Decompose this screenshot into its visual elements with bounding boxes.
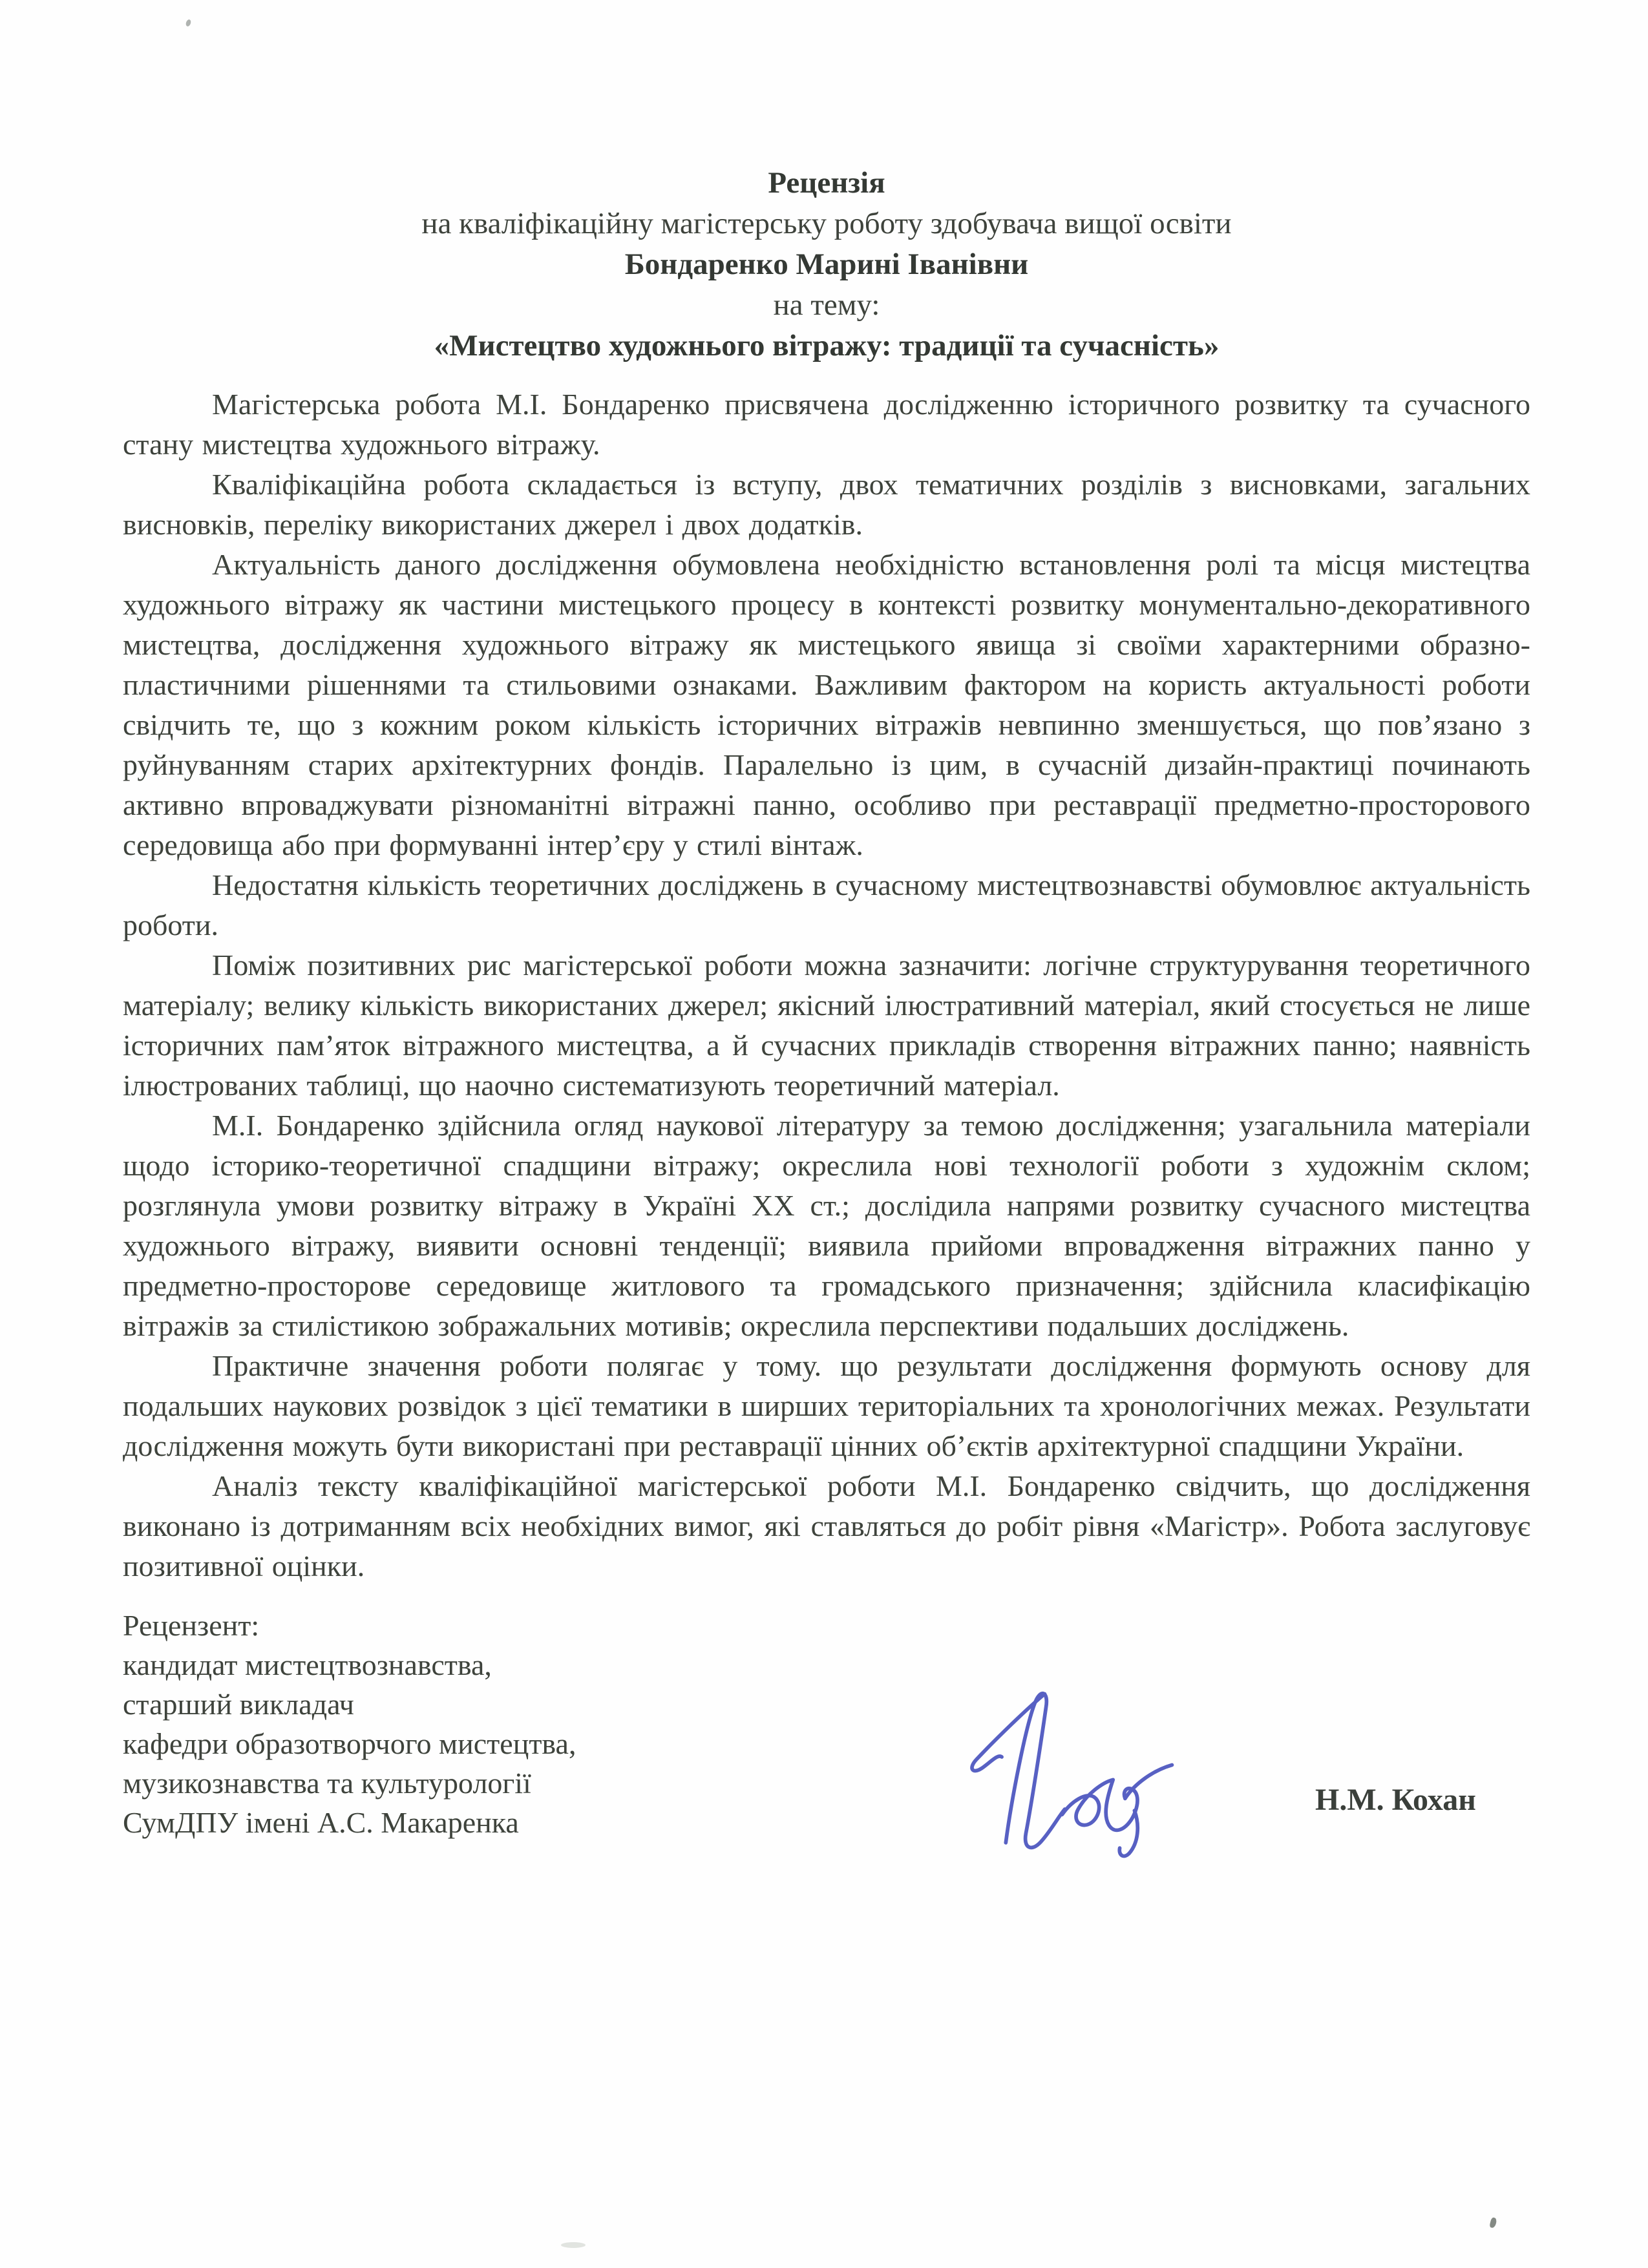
paragraph-4: Недостатня кількість теоретичних досліджень в сучасному мистецтвознавстві обумовлює актуальність роботи. (123, 868, 1530, 941)
signer-name: Н.М. Кохан (1315, 1783, 1476, 1817)
paragraph-8: Аналіз тексту кваліфікаційної магістерської роботи М.І. Бондаренко свідчить, що дослідження виконано із дотриманням всіх необхідних вимог, які ставляться до робіт рівня «Магістр». Робота заслуговує позитивної оцінки. (123, 1469, 1530, 1582)
paragraph-3: Актуальність даного дослідження обумовлена необхідністю встановлення ролі та місця мистецтва художнього вітражу як частини мистецького процесу в контексті розвитку монументально-декоративного мистецтва, дослідження художнього вітражу як мистецького явища зі своїми характерними образно-пластичними рішеннями та стильовими ознаками. Важливим фактором на користь актуальності роботи свідчить те, що з кожним роком кількість історичних вітражів невпинно зменшується, що пов’язано з руйнуванням старих архітектурних фондів. Паралельно із цим, в сучасній дизайн-практиці починають активно впроваджувати різноманітні вітражні панно, особливо при реставрації предметно-просторового середовища або при формуванні інтер’єру у стилі вінтаж. (123, 548, 1530, 861)
doc-subtitle: на кваліфікаційну магістерську роботу здобувача вищої освіти (421, 207, 1232, 240)
reviewer-credential-line-5: СумДПУ імені А.С. Макаренка (123, 1806, 519, 1839)
paragraph-1: Магістерська робота М.І. Бондаренко присвячена дослідженню історичного розвитку та сучасного стану мистецтва художнього вітражу. (123, 388, 1530, 461)
handwritten-signature-icon (956, 1683, 1189, 1864)
paragraph-6: М.І. Бондаренко здійснила огляд наукової літературу за темою дослідження; узагальнила матеріали щодо історико-теоретичної спадщини вітражу; окреслила нові технології роботи з художнім склом; розглянула умови розвитку вітражу в Україні ХХ ст.; дослідила напрями розвитку сучасного мистецтва художнього вітражу, виявити основні тенденції; виявила прийоми впровадження вітражних панно у предметно-просторове середовище житлового та громадського призначення; здійснила класифікацію вітражів за стилістикою зображальних мотивів; окреслила перспективи подальших досліджень. (123, 1109, 1530, 1342)
scan-speck (1489, 2217, 1497, 2229)
reviewer-credential-line-3: кафедри образотворчого мистецтва, (123, 1727, 576, 1760)
signature-stroke (1125, 1765, 1172, 1799)
paragraph-7: Практичне значення роботи полягає у тому. що результати дослідження формують основу для подальших наукових розвідок з цієї тематики в ширших територіальних та хронологічних межах. Результати дослідження можуть бути використані при реставрації цінних об’єктів архітектурної спадщини України. (123, 1349, 1530, 1462)
signature-stroke (1119, 1811, 1137, 1856)
scan-speck (561, 2242, 586, 2248)
document-header (123, 163, 1530, 366)
paragraph-2: Кваліфікаційна робота складається із вступу, двох тематичних розділів з висновками, загальних висновків, переліку використаних джерел і двох додатків. (123, 468, 1530, 541)
doc-title: Рецензія (768, 166, 885, 200)
doc-author-name: Бондаренко Марині Іванівни (624, 247, 1029, 281)
signature-block (123, 1606, 1530, 1877)
paragraph-5: Поміж позитивних рис магістерської роботи можна зазначити: логічне структурування теоретичного матеріалу; велику кількість використаних джерел; якісний ілюстративний матеріал, який стосується не лише історичних пам’яток вітражного мистецтва, а й сучасних прикладів створення вітражних панно; наявність ілюстрованих таблиці, що наочно систематизують теоретичний матеріал. (123, 949, 1530, 1102)
doc-theme-label: на тему: (773, 288, 880, 322)
reviewer-credential-line-4: музикознавства та культурології (123, 1767, 531, 1800)
signature-stroke (1006, 1694, 1064, 1848)
reviewer-credential-line-2: старший викладач (123, 1688, 354, 1721)
doc-theme-title: «Мистецтво художнього вітражу: традиції та сучасність» (434, 329, 1220, 362)
document-body (123, 384, 1530, 1586)
signature-stroke (1062, 1780, 1137, 1830)
reviewer-credential-line-1: кандидат мистецтвознавства, (123, 1648, 492, 1681)
reviewer-label: Рецензент: (123, 1609, 260, 1642)
